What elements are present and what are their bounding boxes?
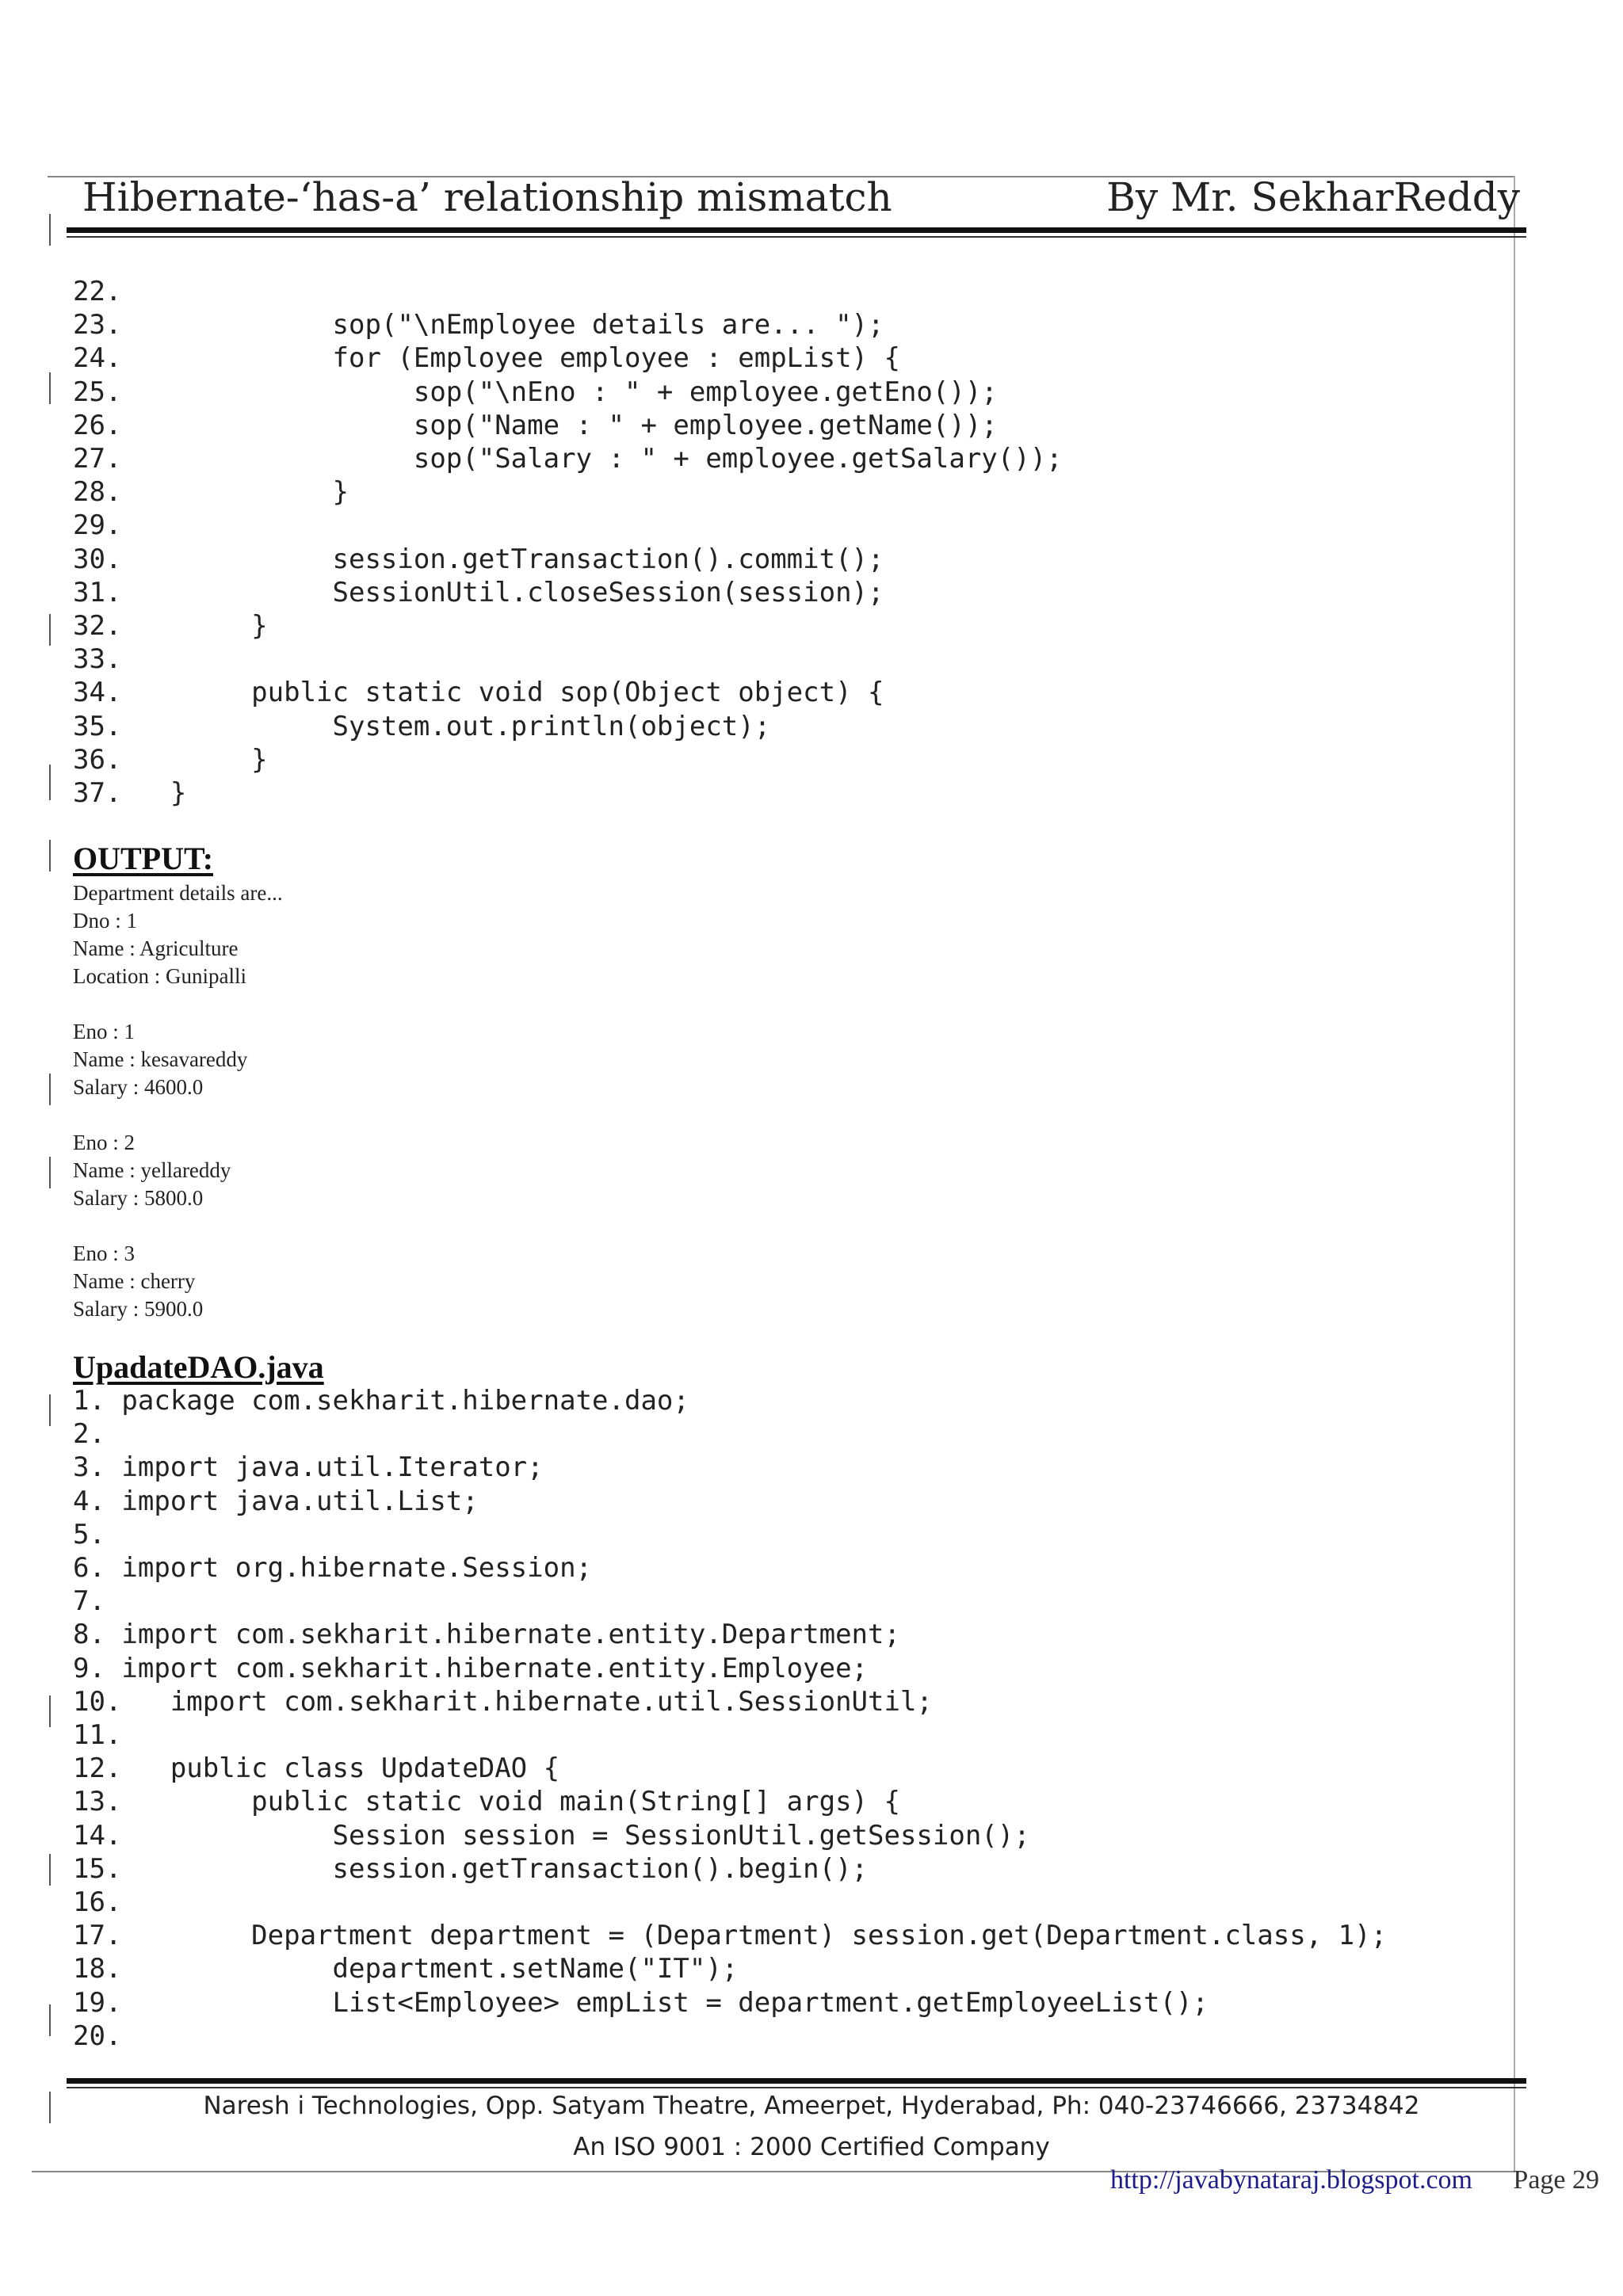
code-line: 2.	[73, 1418, 105, 1451]
code-line: 4. import java.util.List;	[73, 1485, 479, 1517]
scan-margin-mark	[49, 214, 51, 246]
output-heading: OUTPUT:	[73, 841, 214, 876]
code-line: 13. public static void main(String[] args) {	[73, 1786, 900, 1818]
scan-margin-mark	[49, 372, 51, 404]
header-rule-thin	[67, 236, 1526, 238]
document-title: Hibernate-‘has-a’ relationship mismatch	[82, 174, 892, 220]
file-heading: UpadateDAO.java	[73, 1349, 324, 1385]
code-line: 17. Department department = (Department) session.get(Department.class, 1);	[73, 1920, 1388, 1952]
code-line: 34. public static void sop(Object object) {	[73, 677, 884, 709]
output-line: Location : Gunipalli	[73, 964, 246, 988]
scan-margin-mark	[49, 1695, 51, 1727]
code-line: 29.	[73, 509, 122, 542]
scan-margin-mark	[49, 1074, 51, 1105]
code-line: 25. sop("\nEno : " + employee.getEno());	[73, 376, 998, 408]
output-line: Salary : 4600.0	[73, 1075, 204, 1099]
document-author: By Mr. SekharReddy	[1106, 174, 1520, 220]
scan-margin-mark	[49, 1394, 51, 1426]
footer-certification: An ISO 9001 : 2000 Certified Company	[573, 2133, 1050, 2161]
code-block-updatedao	[73, 1384, 1387, 2053]
code-line: 3. import java.util.Iterator;	[73, 1451, 544, 1484]
code-line: 1. package com.sekharit.hibernate.dao;	[73, 1385, 689, 1417]
code-line: 30. session.getTransaction().commit();	[73, 543, 884, 575]
code-line: 15. session.getTransaction().begin();	[73, 1852, 869, 1885]
output-line: Name : kesavareddy	[73, 1047, 248, 1071]
code-line: 14. Session session = SessionUtil.getSession();	[73, 1819, 1030, 1852]
footer-rule-thin	[67, 2087, 1526, 2088]
code-line: 33.	[73, 643, 122, 676]
output-line: Dno : 1	[73, 909, 137, 933]
header-rule	[67, 227, 1526, 233]
code-line: 10. import com.sekharit.hibernate.util.SessionUtil;	[73, 1685, 933, 1718]
code-line: 28. }	[73, 476, 349, 509]
code-line: 6. import org.hibernate.Session;	[73, 1552, 593, 1585]
code-line: 16.	[73, 1886, 122, 1919]
code-line: 5.	[73, 1518, 105, 1550]
scan-margin-mark	[49, 765, 51, 800]
footer-rule	[67, 2078, 1526, 2084]
code-block-continued	[73, 275, 1063, 810]
scan-margin-mark	[49, 2004, 51, 2036]
output-line: Eno : 3	[73, 1241, 135, 1265]
code-line: 31. SessionUtil.closeSession(session);	[73, 576, 884, 608]
code-line: 7.	[73, 1585, 105, 1618]
code-line: 9. import com.sekharit.hibernate.entity.Employee;	[73, 1652, 869, 1684]
blog-url-link[interactable]: http://javabynataraj.blogspot.com	[1109, 2165, 1472, 2195]
code-line: 23. sop("\nEmployee details are... ");	[73, 309, 884, 341]
code-line: 11.	[73, 1719, 122, 1752]
page-number: Page 29	[1513, 2165, 1599, 2195]
footer-address: Naresh i Technologies, Opp. Satyam Theatre, Ameerpet, Hyderabad, Ph: 040-23746666, 23734842	[203, 2092, 1420, 2120]
code-line: 24. for (Employee employee : empList) {	[73, 342, 900, 375]
output-line: Eno : 2	[73, 1131, 135, 1154]
scan-margin-mark	[49, 1854, 51, 1886]
code-line: 22.	[73, 276, 122, 307]
output-line: Eno : 1	[73, 1020, 135, 1043]
scan-margin-mark	[49, 1157, 51, 1188]
output-line: Name : yellareddy	[73, 1158, 231, 1182]
code-line: 19. List<Employee> empList = department.getEmployeeList();	[73, 1986, 1209, 2019]
output-line: Salary : 5900.0	[73, 1297, 204, 1321]
program-output	[73, 879, 283, 1323]
code-line: 27. sop("Salary : " + employee.getSalary());	[73, 443, 1063, 475]
code-line: 18. department.setName("IT");	[73, 1953, 739, 1985]
scan-margin-mark	[49, 840, 51, 871]
code-line: 20.	[73, 2019, 122, 2052]
output-line: Name : cherry	[73, 1269, 196, 1293]
code-line: 12. public class UpdateDAO {	[73, 1753, 560, 1785]
code-line: 32. }	[73, 610, 268, 643]
output-line: Name : Agriculture	[73, 936, 239, 960]
code-line: 8. import com.sekharit.hibernate.entity.Department;	[73, 1619, 900, 1651]
page-frame-right	[1514, 176, 1515, 2172]
scan-margin-mark	[49, 614, 51, 646]
code-line: 26. sop("Name : " + employee.getName());	[73, 409, 998, 441]
code-line: 36. }	[73, 743, 268, 776]
output-line: Department details are...	[73, 881, 283, 905]
code-line: 37. }	[73, 777, 187, 810]
output-line: Salary : 5800.0	[73, 1186, 204, 1210]
code-line: 35. System.out.println(object);	[73, 710, 771, 742]
